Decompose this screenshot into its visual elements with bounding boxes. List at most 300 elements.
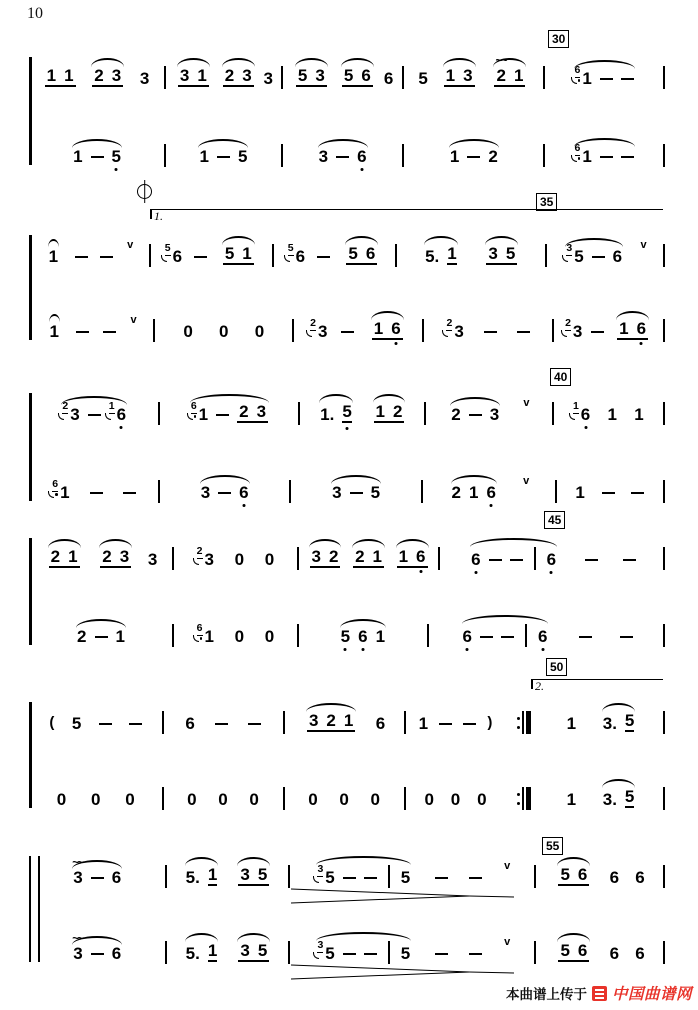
note-digit: 6 [538,628,547,645]
note-digit: 3 ~~ [72,855,83,887]
grace-note [288,238,294,256]
note [186,869,200,886]
note-digit: 0 [424,790,434,809]
note-digit: 1 [447,244,457,263]
measure-number-box: 30 [548,30,569,48]
page-number: 10 [27,5,43,22]
note-digit: 1 [566,790,577,809]
note [514,67,523,84]
note [264,70,273,87]
barline [663,402,665,425]
note-digit: 5 [348,244,358,263]
barline [663,144,665,167]
slur [349,539,388,568]
note-digit: 3 [317,322,328,341]
duration-dash [517,331,530,334]
note [419,715,428,732]
measure [554,311,663,340]
note [51,548,60,565]
note [574,64,592,88]
note-digit: 0 [450,790,461,809]
note [451,791,460,808]
note [72,931,83,963]
note-digit: 0 [56,790,67,809]
note-digit: 3 [119,547,130,566]
note-digit: 3 [256,402,267,421]
note [578,866,587,883]
measure-number-box: 50 [546,658,567,676]
note-digit: 5 [560,941,570,960]
music-line [30,840,665,894]
note [399,548,408,565]
note [242,67,251,84]
measure [155,323,292,340]
grace-slur-hook [187,413,193,420]
measure [30,396,158,423]
duration-dash [76,331,89,334]
slur [292,58,331,87]
note [148,551,157,568]
measure [30,855,165,887]
note [108,400,127,424]
low-octave-dot [344,648,347,651]
note [625,788,634,808]
grace-note [62,396,68,414]
breath-mark-icon: v [640,239,647,251]
note [574,142,592,166]
note [619,320,628,337]
note [538,628,547,645]
barline [663,480,665,503]
note [197,67,206,84]
slur [337,619,389,645]
measure [426,397,552,423]
note-digit: 1 [204,627,214,646]
measure [300,394,424,423]
note [49,248,58,265]
grace-digit: 5 [287,242,294,254]
volta-label: 1. [154,209,163,223]
duration-dash [592,256,605,259]
beam-group [223,245,254,265]
measure [30,791,162,808]
note [452,484,461,501]
note-digit: 3 ~~ [72,931,83,963]
note [225,245,234,262]
note [258,866,267,883]
note [463,67,472,84]
breath-mark-icon: v [523,397,530,409]
measure-number-box: 35 [536,193,557,211]
note-digit: 0 [370,790,380,809]
low-octave-dot [640,342,643,345]
note [50,323,59,340]
duration-dash [88,414,101,417]
grace-note [575,60,581,78]
music-line [30,219,665,273]
note [635,945,644,962]
note-digit: 2 [326,711,336,730]
beam-group [486,245,517,265]
note [578,942,587,959]
parenthesis: ( [49,714,55,731]
note [120,548,129,565]
note-digit: 3 [147,550,158,569]
note-digit: 0 [249,790,259,809]
note [471,551,480,568]
note-digit: 2 [77,627,87,646]
slur [219,58,258,87]
note [384,70,393,87]
note [315,67,324,84]
uploaded-by-text: 本曲谱上传于 [505,987,587,1002]
note [610,869,619,886]
low-octave-dot [361,648,364,651]
thick-barline [526,787,531,810]
note [567,715,576,732]
duration-dash [123,492,136,495]
grace-slur-hook [284,255,290,262]
measure [542,779,663,808]
low-octave-dot [120,426,123,429]
note-digit: 1 [64,66,74,85]
grace-low-octave-dot [578,79,581,82]
note [112,945,121,962]
note [47,67,56,84]
note-digit: 5 [257,941,268,960]
slur [234,857,273,886]
beam-group [346,245,377,265]
grace-low-octave-dot [194,415,197,418]
measure [505,711,542,732]
note-digit: 3 [318,147,329,166]
note [635,869,644,886]
note [258,942,267,959]
slur [46,314,63,340]
note [62,400,80,424]
note [72,715,81,732]
note-digit: 6 [635,868,645,887]
note-digit: 6 [111,944,122,963]
note [238,148,247,165]
note-digit: 6 [609,868,620,887]
duration-dash [218,492,231,495]
grace-note [565,313,571,331]
grace-slur-hook [313,876,319,883]
duration-dash [435,953,448,956]
slur [234,933,273,962]
note-digit: 1 [46,66,57,85]
note [637,320,646,337]
measure [547,238,663,265]
note-digit: 5 [257,865,268,884]
slur [447,397,503,423]
note-digit: 3 [488,244,498,263]
note-digit: 3 [179,66,190,85]
beam-group [310,548,341,568]
slur [195,139,251,165]
thin-barline [522,787,524,810]
duration-dash [217,156,230,159]
note-digit: 2 [239,402,249,421]
duration-dash [99,723,112,726]
note [242,245,251,262]
note-digit: 6 [577,941,588,960]
note-digit: 5 [574,247,584,266]
grace-digit: 2 [196,545,203,557]
measure [429,615,663,645]
note [255,323,264,340]
note [488,148,497,165]
note-digit: 5 [325,944,335,963]
note-digit: 0 [219,322,229,341]
grace-digit: 2 [565,317,571,329]
barline [388,941,390,964]
note-digit: 6 [581,406,590,423]
grace-digit: 6 [52,478,59,490]
note-digit: 5 [341,628,350,645]
breath-mark-icon: v [504,936,511,948]
note-digit: 2 [488,147,498,166]
note-digit: 6 [172,247,183,266]
measure [285,791,404,808]
note [374,320,383,337]
note [490,406,499,423]
measure-number-box: 55 [542,837,563,855]
barline [525,624,527,647]
measure [423,475,554,501]
duration-dash [469,953,482,956]
beam-group [238,942,269,962]
note-digit: 6 [185,714,195,733]
duration-dash [484,331,497,334]
note-digit: 6 [612,247,623,266]
note [326,712,335,729]
slur [45,239,62,265]
note-digit: 5 [624,787,635,806]
barline [663,711,665,734]
note [183,323,192,340]
note [344,67,353,84]
measure [557,484,663,501]
barline [388,865,390,888]
note-digit: 3 [572,322,583,341]
note-digit: 6 [361,66,371,85]
mordent-icon: ~~ [495,53,506,67]
note-digit: 5 [418,69,428,88]
grace-digit: 1 [572,400,579,412]
barline [663,319,665,342]
duration-dash [435,877,448,880]
note-digit: 0 [234,627,245,646]
duration-dash [90,492,103,495]
grace-note [573,396,579,414]
note-digit: 6 [383,69,394,88]
beam-group [397,548,428,568]
grace-low-octave-dot [55,493,58,496]
measure [160,394,298,423]
slur [69,855,125,887]
duration-dash [631,492,644,495]
low-octave-dot [466,648,469,651]
note [298,67,307,84]
note [308,791,317,808]
note-digit: 3 [240,865,250,884]
end-repeat-sign [517,711,531,734]
note [401,869,410,886]
slur [342,236,381,265]
note-digit: 3 [240,941,250,960]
note-digit: 2 [451,405,461,424]
note [186,945,200,962]
note [565,317,583,341]
note [610,945,619,962]
grace-slur-hook [442,330,448,337]
note-digit: 5 [224,244,235,263]
note-digit: 6 [471,551,480,568]
note-digit: 1 [197,66,207,85]
beam-group [374,403,405,423]
beam-group [296,67,327,87]
slur [303,703,359,732]
breath-mark-icon: v [504,860,511,872]
measure [294,311,422,340]
note [235,628,244,645]
slur [69,931,125,963]
measure [290,932,534,962]
beam-group [494,53,525,87]
note-digit: 0 [187,790,197,809]
slur [187,394,272,423]
barline [663,941,665,964]
grace-note [165,238,171,256]
barline [663,865,665,888]
note-digit: 2 [224,66,235,85]
duration-dash [343,953,356,956]
breath-mark-icon: v [523,475,530,487]
repeat-dots [517,793,520,805]
beam-group [342,67,373,87]
note-digit: 1 [207,865,218,884]
coda-icon [137,184,152,199]
note-digit: 3 [489,405,500,424]
note-digit: 1 [449,147,460,166]
note [187,791,196,808]
note-digit: 0 [339,790,349,809]
grace-digit: 2 [310,317,316,329]
note-digit: 2 [94,66,104,85]
note-digit: 6 [609,944,620,963]
note-digit: 5 [112,148,121,165]
duration-dash [336,156,349,159]
repeat-dots [517,717,520,729]
note [140,70,149,87]
footer [506,982,692,1004]
note-digit: 0 [254,322,265,341]
music-line [30,294,665,348]
low-octave-dot [360,168,363,171]
note-digit: 1 [242,244,252,263]
measure-number-box: 45 [544,511,565,529]
grace-low-octave-dot [578,157,581,160]
duration-dash [439,723,452,726]
measure [164,791,283,808]
note-digit: 5 [370,483,381,502]
note-digit: 1. [320,405,335,424]
note [208,942,217,962]
measure [545,60,663,87]
note-digit: 1 [582,69,592,88]
duration-dash [91,877,104,880]
note [373,548,382,565]
low-octave-dot [474,571,477,574]
note-digit: 5 [325,868,335,887]
beam-group [92,67,123,87]
note [52,478,70,502]
note [240,942,249,959]
note [319,148,328,165]
slur [571,60,638,87]
note [196,545,214,569]
measure [30,619,172,645]
note-digit: 5. [425,247,440,266]
note-digit: 6 [486,484,495,501]
note [94,67,103,84]
note [425,248,439,265]
grace-note [197,618,203,636]
note [199,148,208,165]
note-digit: 3 [311,547,322,566]
note-digit: 1 [198,405,209,424]
note [477,791,486,808]
note [239,484,248,501]
measure [166,58,281,87]
beam-group [372,320,403,340]
measure [536,857,663,886]
note [376,715,385,732]
note [239,403,248,420]
note [201,484,210,501]
note-digit: 5 [343,66,354,85]
grace-digit: 6 [574,64,581,76]
duration-dash [602,492,615,495]
measure [30,239,149,265]
note [257,403,266,420]
measure [424,317,552,341]
site-name-text: 中国曲谱网 [611,986,692,1003]
note [603,715,617,732]
measure [30,58,164,87]
slur [58,396,130,423]
beam-group [45,67,76,87]
note [572,400,591,424]
measure [440,538,663,568]
slur [73,619,129,645]
slur [467,538,560,568]
beam-group [237,403,268,423]
breath-mark-icon: v [127,239,134,251]
note [164,242,183,266]
grace-note [52,474,58,492]
note-digit: 5 [400,944,411,963]
grace-slur-hook [193,558,199,565]
barline [663,66,665,89]
measure [174,622,297,646]
note [265,551,274,568]
end-repeat-sign [517,787,531,810]
note-digit: 6 [547,551,556,568]
slur [88,58,127,87]
